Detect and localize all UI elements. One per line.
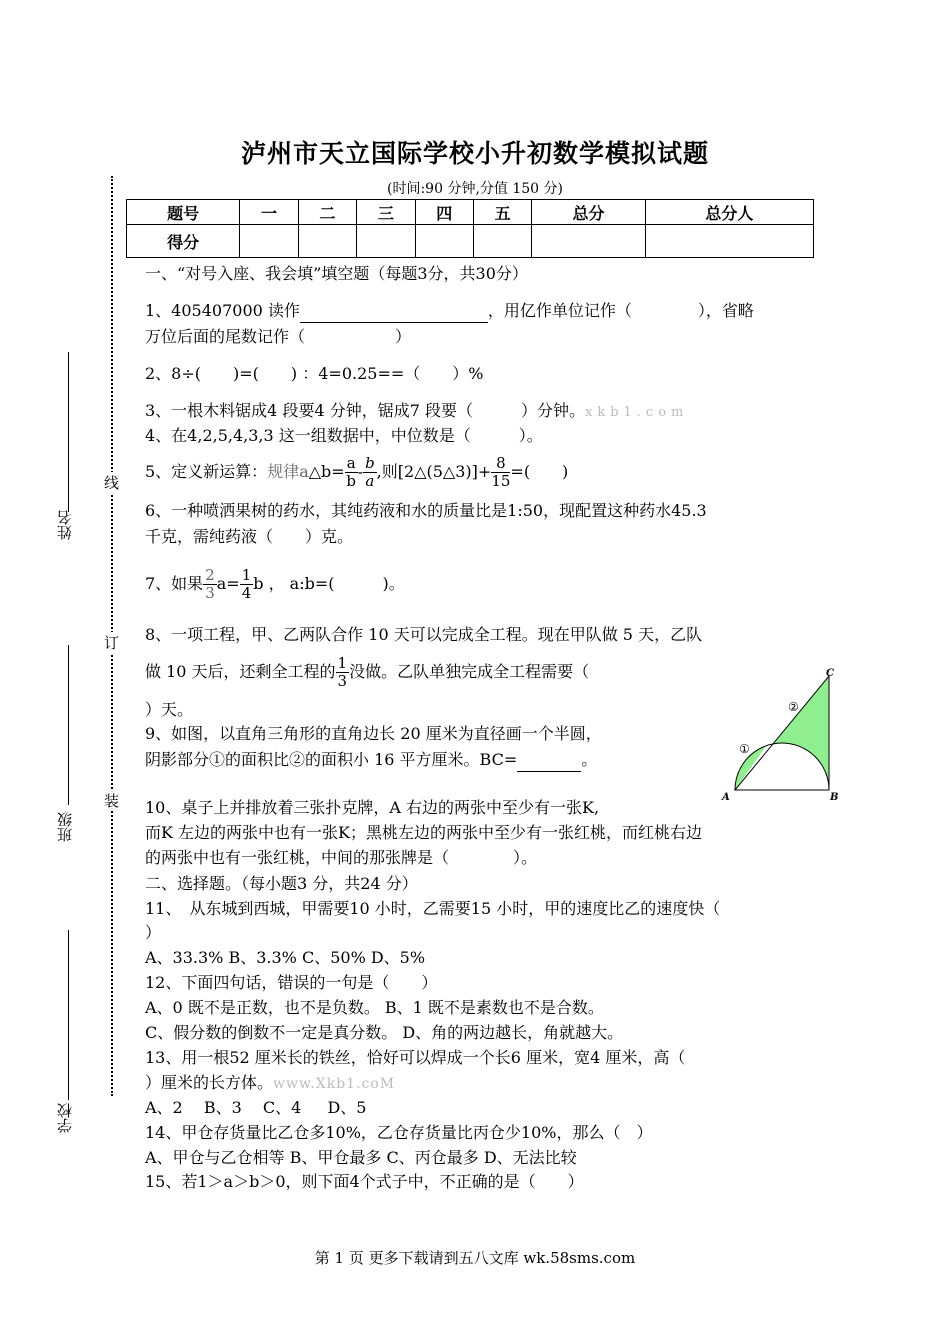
triangle-op-icon: △ (442, 462, 456, 481)
fraction: $\frac{b}{a}$ (365, 454, 375, 490)
question-13: 13、用一根52 厘米长的铁丝，恰好可以焊成一个长6 厘米，宽4 厘米，高（ (145, 1048, 686, 1067)
fraction: $\frac{1}{4}$ (241, 566, 252, 602)
question-5: 5、定义新运算：规律a△b= $\frac{a}{b}$ - $\frac{b}{a}$ ,则[2△(5△3)]+ $\frac{8}{15}$ =( ) (145, 454, 569, 490)
question-6-cont: 千克，需纯药液（ ）克。 (145, 527, 354, 546)
fraction: $\frac{1}{3}$ (337, 654, 348, 690)
question-12-options-ab: A、0 既不是正数，也不是负数。 B、1 既不是素数也不是合数。 (145, 998, 604, 1017)
score-cell[interactable] (473, 225, 531, 258)
question-14: 14、甲仓存货量比乙仓多10%，乙仓存货量比丙仓少10%，那么（ ） (145, 1123, 653, 1142)
binding-mark-order: 订 (104, 634, 120, 652)
score-table-row (127, 225, 814, 258)
score-table (126, 199, 814, 258)
score-cell[interactable] (532, 225, 645, 258)
question-3: 3、一根木料锯成4 段要4 分钟，锯成7 段要（ ）分钟。xkb1.com (145, 401, 689, 420)
triangle-op-icon: △ (308, 462, 322, 481)
score-table-header (127, 200, 814, 225)
triangle-op-icon: △ (414, 462, 427, 481)
question-8-cont: 做 10 天后，还剩全工程的 $\frac{1}{3}$ 没做。乙队单独完成全工程需要（ (145, 654, 590, 690)
header-cell: 二 (298, 200, 356, 225)
score-cell[interactable] (415, 225, 473, 258)
question-6: 6、一种喷洒果树的药水，其纯药液和水的质量比是1:50，现配置这种药水45.3 (145, 501, 707, 520)
question-11: 11、 从东城到西城，甲需要10 小时，乙需要15 小时，甲的速度比乙的速度快（ (145, 899, 721, 918)
exam-info: (时间:90 分钟,分值 150 分) (387, 181, 563, 197)
name-write-line (68, 352, 69, 512)
answer-blank[interactable] (517, 749, 581, 772)
question-8-end: ）天。 (145, 700, 194, 719)
header-cell: 三 (357, 200, 415, 225)
question-8: 8、一项工程，甲、乙两队合作 10 天可以完成全工程。现在甲队做 5 天，乙队 (145, 625, 703, 644)
watermark: www.Xkb1.coM (273, 1076, 396, 1092)
label-region-2: ② (788, 700, 799, 714)
row-label: 得分 (127, 225, 240, 258)
question-15: 15、若1＞a＞b＞0，则下面4个式子中，不正确的是（ ） (145, 1172, 584, 1191)
school-write-line (68, 930, 69, 1100)
question-1-cont: 万位后面的尾数记作（ ） (145, 327, 412, 346)
header-cell: 总分 (532, 200, 645, 225)
score-cell[interactable] (645, 225, 813, 258)
question-7: 7、如果 $\frac{2}{3}$ a= $\frac{1}{4}$ b ， a:b=( )。 (145, 566, 405, 602)
triangle-semicircle-figure (716, 666, 844, 802)
question-13-cont: ）厘米的长方体。www.Xkb1.coM (145, 1073, 396, 1092)
header-cell: 总分人 (645, 200, 813, 225)
class-label: 班级 (56, 812, 74, 842)
question-9-cont: 阴影部分①的面积比②的面积小 16 平方厘米。BC= 。 (145, 749, 597, 772)
question-12: 12、下面四句话，错误的一句是（ ） (145, 973, 438, 992)
question-2: 2、8÷( )=( ) ：4=0.25==（ ）% (145, 364, 484, 383)
page-title: 泸州市天立国际学校小升初数学模拟试题 (240, 139, 709, 168)
watermark: xkb1.com (584, 405, 689, 420)
section1-heading: 一、“对号入座、我会填”填空题（每题3分，共30分） (145, 264, 528, 283)
binding-mark-bind: 装 (104, 792, 120, 810)
answer-blank[interactable] (300, 300, 488, 323)
question-1: 1、405407000 读作 ，用亿作单位记作（ ），省略 (145, 300, 754, 323)
question-11-cont: ） (145, 923, 162, 942)
fraction: $\frac{a}{b}$ (346, 454, 356, 490)
header-cell: 题号 (127, 200, 240, 225)
school-label: 学校 (56, 1103, 74, 1133)
binding-mark-line: 线 (104, 474, 120, 492)
fraction: $\frac{2}{3}$ (205, 566, 215, 602)
page-footer: 第 1 页 更多下载请到五八文库 wk.58sms.com (314, 1249, 636, 1267)
label-b: B (830, 792, 839, 802)
question-4: 4、在4,2,5,4,3,3 这一组数据中，中位数是（ ）。 (145, 426, 543, 445)
name-label: 姓名 (56, 510, 74, 540)
question-10-end: 的两张中也有一张红桃，中间的那张牌是（ ）。 (145, 848, 538, 867)
question-14-options: A、甲仓与乙仓相等 B、甲仓最多 C、丙仓最多 D、无法比较 (145, 1148, 577, 1167)
header-cell: 四 (415, 200, 473, 225)
fraction: $\frac{8}{15}$ (491, 454, 511, 490)
label-c: C (826, 668, 834, 679)
section2-heading: 二、选择题。（每小题3 分，共24 分） (145, 874, 418, 893)
question-10: 10、桌子上并排放着三张扑克牌，A 右边的两张中至少有一张K, (145, 798, 600, 817)
score-cell[interactable] (240, 225, 298, 258)
question-10-cont: 而K 左边的两张中也有一张K；黑桃左边的两张中至少有一张红桃，而红桃右边 (145, 823, 702, 842)
score-cell[interactable] (298, 225, 356, 258)
question-13-options: A、2 B、3 C、4 D、5 (145, 1098, 367, 1117)
question-9: 9、如图，以直角三角形的直角边长 20 厘米为直径画一个半圆， (145, 724, 602, 743)
question-11-options: A、33.3% B、3.3% C、50% D、5% (145, 948, 426, 967)
question-12-options-cd: C、假分数的倒数不一定是真分数。 D、角的两边越长，角就越大。 (145, 1023, 624, 1042)
score-cell[interactable] (357, 225, 415, 258)
header-cell: 五 (473, 200, 531, 225)
header-cell: 一 (240, 200, 298, 225)
class-write-line (68, 645, 69, 805)
label-a: A (722, 792, 730, 802)
label-region-1: ① (739, 742, 750, 756)
